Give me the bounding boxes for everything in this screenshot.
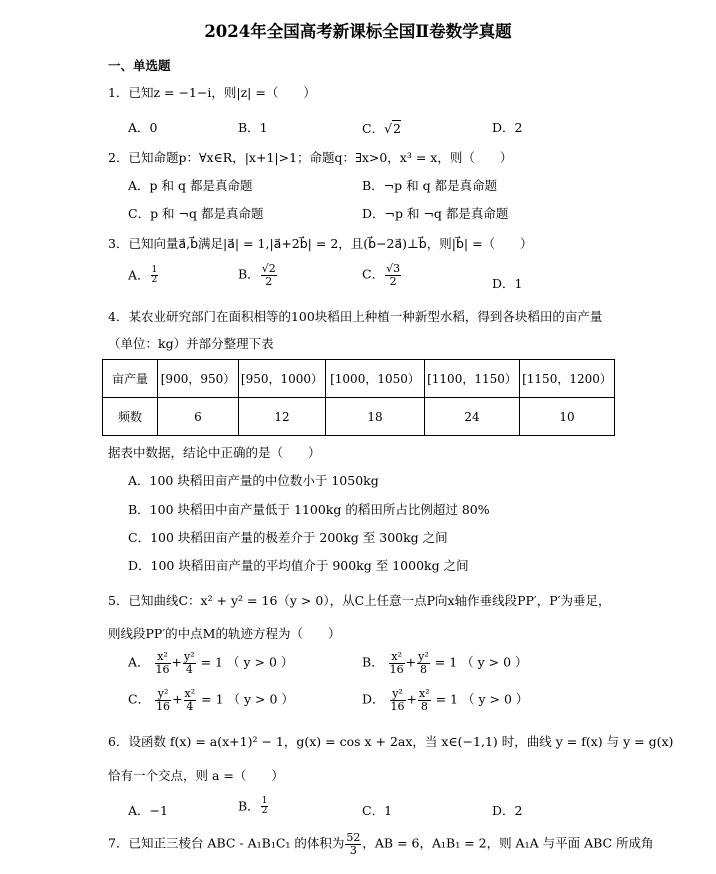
q3-option-a: A． $\frac{1}{2}$ [128, 265, 158, 286]
table-row-header-frequency: 频数 [103, 398, 158, 436]
yield-frequency-table [102, 359, 615, 436]
table-cell-count: 18 [326, 398, 425, 436]
table-cell-interval: [950，1000） [239, 360, 326, 398]
q4-option-c: C．100 块稻田亩产量的极差介于 200kg 至 300kg 之间 [128, 530, 448, 545]
q2-stem: 2．已知命题p：∀x∈R，|x+1|>1；命题q：∃x>0，x³ = x，则（ ） [108, 150, 513, 165]
q6-stem-line2: 恰有一个交点，则 a =（ ） [108, 768, 284, 783]
q4-option-b: B．100 块稻田中亩产量低于 1100kg 的稻田所占比例超过 80% [128, 502, 490, 517]
q4-after-table: 据表中数据，结论中正确的是（ ） [108, 445, 321, 460]
table-cell-count: 12 [239, 398, 326, 436]
q6-stem-line1: 6．设函数 f(x) = a(x+1)² − 1，g(x) = cos x + 2ax，当 x∈(−1,1) 时，曲线 y = f(x) 与 y = g(x) [108, 734, 674, 749]
q5-stem-line2: 则线段PP′的中点M的轨迹方程为（ ） [108, 626, 341, 641]
q2-option-c: C．p 和 ¬q 都是真命题 [128, 206, 264, 221]
q5-option-b: B． $\frac{\text{x²}}{16}$ + $\frac{\text{y²}}{8}$ = 1 （ y > 0 ） [362, 650, 528, 676]
table-cell-count: 24 [425, 398, 520, 436]
q1-stem: 1．已知z = −1−i，则|z| =（ ） [108, 85, 316, 100]
q5-option-a: A． $\frac{\text{x²}}{16}$ + $\frac{\text{y²}}{4}$ = 1 （ y > 0 ） [128, 650, 294, 676]
q1-option-a: A．0 [128, 120, 158, 135]
q2-option-b: B．¬p 和 q 都是真命题 [362, 178, 498, 193]
page-title: 2024年全国高考新课标全国Ⅱ卷数学真题 [204, 22, 512, 41]
q5-option-c: C． $\frac{\text{y²}}{16}$ + $\frac{\text{x²}}{4}$ = 1 （ y > 0 ） [128, 687, 294, 713]
q6-option-b: B． $\frac{1}{2}$ [238, 796, 268, 817]
q5-stem-line1: 5．已知曲线C：x² + y² = 16（y > 0），从C上任意一点P向x轴作垂线段PP′，P′为垂足， [108, 593, 611, 608]
table-cell-count: 10 [520, 398, 615, 436]
section-heading: 一、单选题 [108, 58, 171, 73]
q7-stem: 7．已知正三棱台 ABC - A₁B₁C₁ 的体积为 $\frac{52}{3}$ ，AB = 6，A₁B₁ = 2，则 A₁A 与平面 ABC 所成角 [108, 831, 654, 857]
q3-option-d: D．1 [492, 276, 523, 291]
table-cell-interval: [1150，1200） [520, 360, 615, 398]
q4-stem-line2: （单位：kg）并部分整理下表 [108, 336, 274, 351]
q1-option-c: C．√2 [362, 121, 401, 136]
q6-option-d: D．2 [492, 803, 523, 818]
q4-stem-line1: 4．某农业研究部门在面积相等的100块稻田上种植一种新型水稻，得到各块稻田的亩产量 [108, 309, 603, 324]
q3-option-b: B． $\frac{√2}{2}$ [238, 262, 276, 288]
table-cell-count: 6 [158, 398, 239, 436]
q6-option-a: A．−1 [128, 803, 168, 818]
q1-option-d: D．2 [492, 120, 523, 135]
q4-option-d: D．100 块稻田亩产量的平均值介于 900kg 至 1000kg 之间 [128, 558, 469, 573]
q5-option-d: D． $\frac{\text{y²}}{16}$ + $\frac{\text{x²}}{8}$ = 1 （ y > 0 ） [362, 687, 529, 713]
q3-stem: 3．已知向量a⃗,b⃗满足|a⃗| = 1,|a⃗+2b⃗| = 2，且(b⃗−2a⃗)⊥b⃗，则|b⃗| =（ ） [108, 236, 533, 251]
q3-option-c: C． $\frac{√3}{2}$ [362, 262, 401, 288]
q1-option-b: B．1 [238, 120, 268, 135]
table-cell-interval: [900，950） [158, 360, 239, 398]
q4-option-a: A．100 块稻田亩产量的中位数小于 1050kg [128, 473, 379, 488]
table-cell-interval: [1100，1150） [425, 360, 520, 398]
q2-option-d: D．¬p 和 ¬q 都是真命题 [362, 206, 509, 221]
table-row-header-yield: 亩产量 [103, 360, 158, 398]
q2-option-a: A．p 和 q 都是真命题 [128, 178, 253, 193]
q6-option-c: C．1 [362, 803, 393, 818]
table-cell-interval: [1000，1050） [326, 360, 425, 398]
